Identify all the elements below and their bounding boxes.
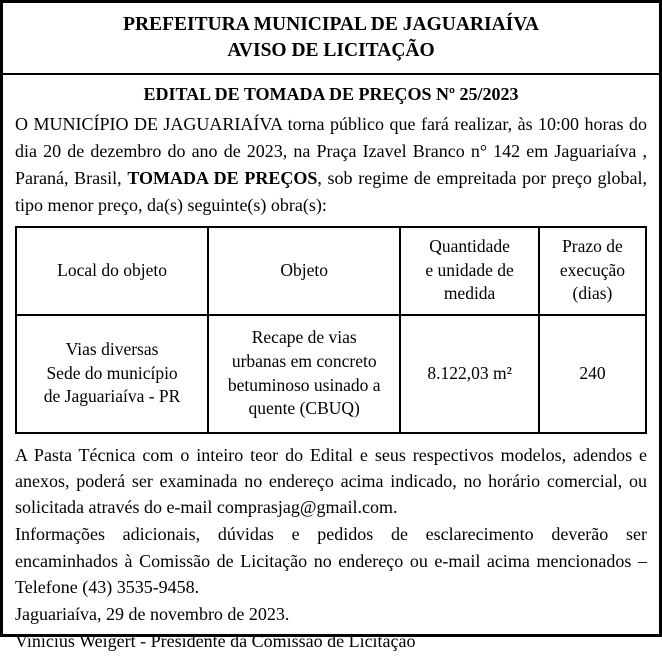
table-cell-objeto-l3: betuminoso usinado a [227, 374, 381, 395]
table-cell-local-l3: de Jaguariaíva - PR [43, 386, 181, 407]
document-body [3, 75, 659, 656]
table-header-prazo [539, 227, 646, 315]
table-header-quantidade-l3: medida [443, 283, 496, 304]
tail-paragraph-2: Informações adicionais, dúvidas e pedidos de esclarecimento deverão ser encaminhados à Comissão de Licitação no endereço ou e-mail acima mencionados – Telefone (43) 3535-9458. [15, 524, 647, 597]
tail-date-line: Jaguariaíva, 29 de novembro de 2023. [15, 604, 290, 625]
table-header-prazo-l1: Prazo de [562, 236, 623, 257]
table-header-objeto: Objeto [208, 227, 400, 315]
document-header [3, 3, 659, 75]
table-header-local: Local do objeto [16, 227, 208, 315]
edital-title [15, 84, 647, 105]
table-cell-local [16, 315, 208, 433]
table-cell-local-l1: Vias diversas [65, 339, 159, 360]
table-row [16, 315, 646, 433]
table-cell-objeto-l1: Recape de vias [251, 327, 357, 348]
header-line-2: AVISO DE LICITAÇÃO [227, 40, 435, 62]
edital-title-year: 2023 [482, 83, 519, 104]
table-header-quantidade [400, 227, 539, 315]
table-header-row [16, 227, 646, 315]
table-header-quantidade-l2: e unidade de [425, 259, 514, 280]
document-tail [15, 442, 647, 655]
table-cell-objeto-l2: urbanas em concreto [231, 351, 377, 371]
table-cell-quantidade: 8.122,03 m² [400, 315, 539, 433]
intro-paragraph [15, 111, 647, 219]
table-cell-prazo: 240 [539, 315, 646, 433]
tail-paragraph-1: A Pasta Técnica com o inteiro teor do Edital e seus respectivos modelos, adendos e anexos, poderá ser examinada no endereço acima indicado, no horário comercial, ou solicitada através do e-mail comprasjag@gmail.com. [15, 444, 647, 518]
table-cell-objeto-l4: quente (CBUQ) [248, 398, 360, 419]
intro-part-1: O MUNICÍPIO DE JAGUARIAÍVA torna público que fará realizar, às 10:00 horas do dia 20 de dezembro do ano de 2023, na Praça Izavel Branco n° 142 em Jaguariaíva , Paraná, Brasil, [15, 113, 647, 188]
header-line-1: PREFEITURA MUNICIPAL DE JAGUARIAÍVA [123, 14, 539, 35]
obras-table [15, 226, 647, 434]
intro-bold-term: TOMADA DE PREÇOS [127, 167, 318, 188]
table-header-prazo-l2: execução [559, 259, 625, 280]
intro-part-2: , sob regime de empreitada por preço global, tipo menor preço, da(s) seguinte(s) obra(s): [15, 167, 647, 215]
table-header-prazo-l3: (dias) [572, 283, 613, 304]
edital-title-prefix: EDITAL DE TOMADA DE PREÇOS Nº 25/ [143, 83, 483, 104]
table-header-quantidade-l1: Quantidade [429, 236, 510, 257]
tail-signature-line: Vinícius Weigert - Presidente da Comissão de Licitação [15, 631, 416, 652]
table-cell-local-l2: Sede do município [46, 362, 178, 383]
table-cell-objeto [208, 315, 400, 433]
